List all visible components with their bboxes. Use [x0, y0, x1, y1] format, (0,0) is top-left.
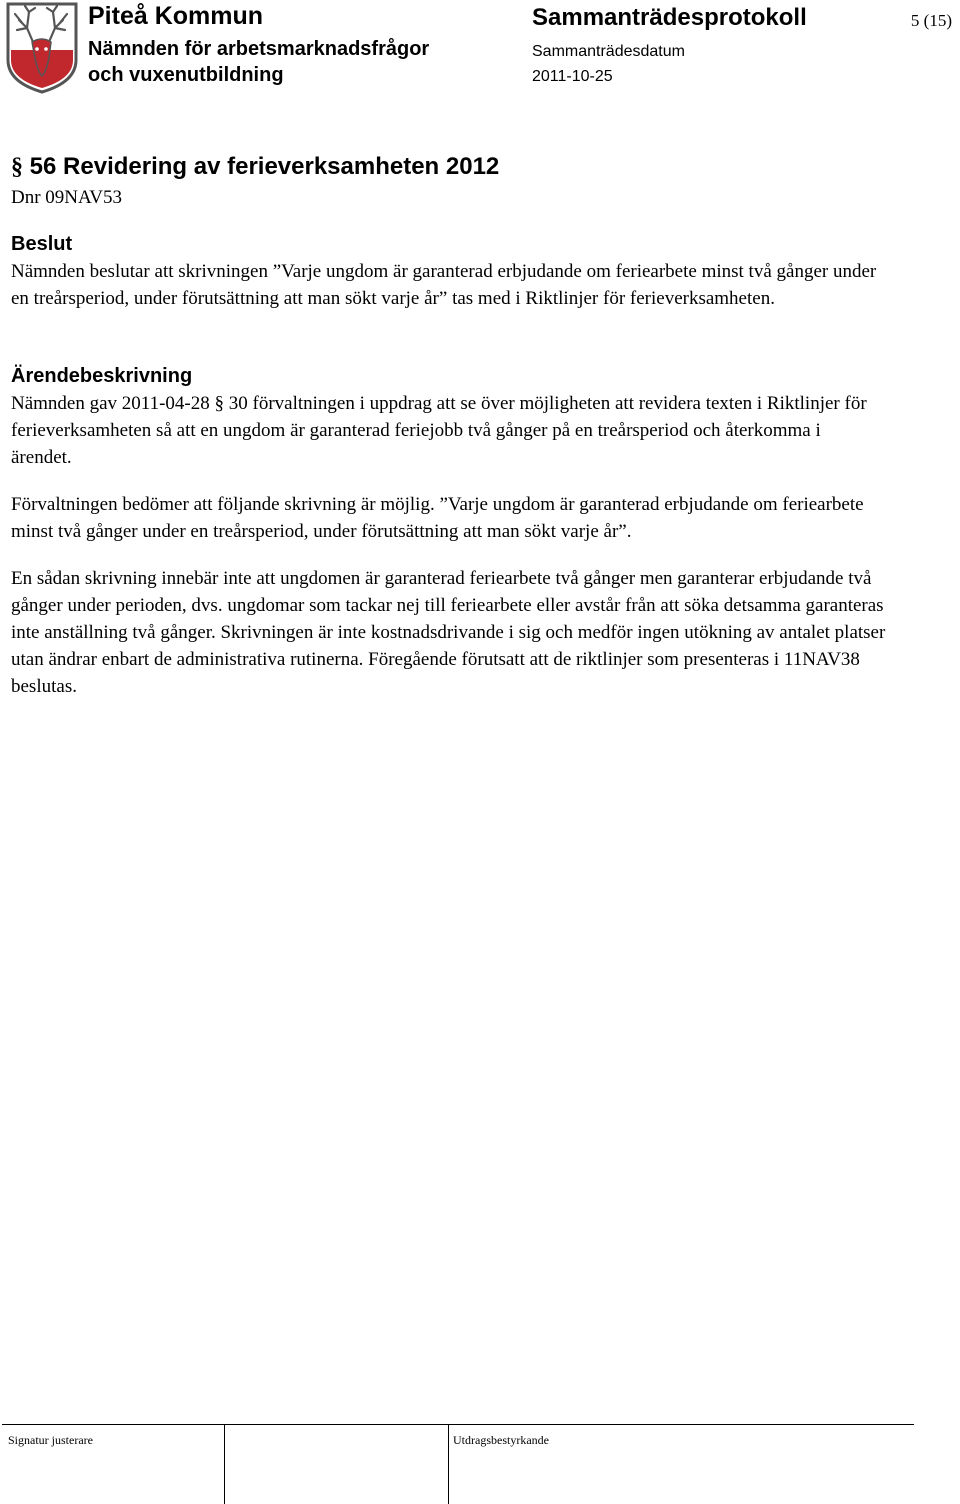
section-sign: §	[11, 154, 23, 180]
beslut-text: Nämnden beslutar att skrivningen ”Varje ungdom är garanterad erbjudande om feriearbete minst två gånger under en treårsperiod, under förutsättning att man sökt varje år” tas med i Riktlinjer för ferieverksamheten.	[11, 261, 877, 309]
org-name: Piteå Kommun	[88, 2, 264, 30]
date-value: 2011-10-25	[532, 68, 613, 85]
org-dept-line2: och vuxenutbildning	[88, 64, 284, 86]
document-body	[11, 150, 886, 700]
date-label: Sammanträdesdatum	[532, 43, 685, 60]
utdragsbestyrkande-label: Utdragsbestyrkande	[453, 1433, 549, 1447]
item-title-text: 56 Revidering av ferieverksamheten 2012	[29, 153, 500, 180]
arende-paragraph-3: En sådan skrivning innebär inte att ungdomen är garanterad feriearbete två gånger men garanterar erbjudande två gånger under perioden, dvs. ungdomar som tackar nej till feriearbete eller avstår från att söka detsamma garanteras inte anställning två gånger. Skrivningen är inte kostnadsdrivande i sig och medför ingen utökning av antalet platser utan ändrar enbart de administrativa rutinerna. Föregående förutsatt att de riktlinjer som presenteras i 11NAV38 beslutas.	[11, 568, 886, 697]
heading-arendebeskrivning: Ärendebeskrivning	[11, 365, 193, 387]
item-title	[11, 150, 886, 184]
organization-block	[88, 4, 429, 85]
footer-divider	[448, 1425, 449, 1504]
arende-paragraph-2: Förvaltningen bedömer att följande skrivning är möjlig. ”Varje ungdom är garanterad erbjudande om feriearbete minst två gånger under en treårsperiod, under förutsättning att man sökt varje år”.	[11, 494, 864, 542]
reindeer-coat-of-arms-icon	[5, 2, 79, 94]
doc-type: Sammanträdesprotokoll	[532, 4, 807, 31]
page-number: 5 (15)	[910, 11, 952, 30]
arende-paragraph-1: Nämnden gav 2011-04-28 § 30 förvaltningen i uppdrag att se över möjligheten att revidera texten i Riktlinjer för ferieverksamheten så att en ungdom är garanterad feriejobb två gånger på en treårsperiod och återkomma i ärendet.	[11, 393, 867, 468]
signature-footer	[2, 1424, 914, 1504]
heading-beslut: Beslut	[11, 233, 73, 255]
footer-divider	[224, 1425, 225, 1504]
org-dept-line1: Nämnden för arbetsmarknadsfrågor	[88, 38, 430, 60]
protocol-block	[532, 6, 807, 85]
diary-number: Dnr 09NAV53	[11, 187, 123, 208]
signatur-justerare-label: Signatur justerare	[8, 1433, 93, 1447]
